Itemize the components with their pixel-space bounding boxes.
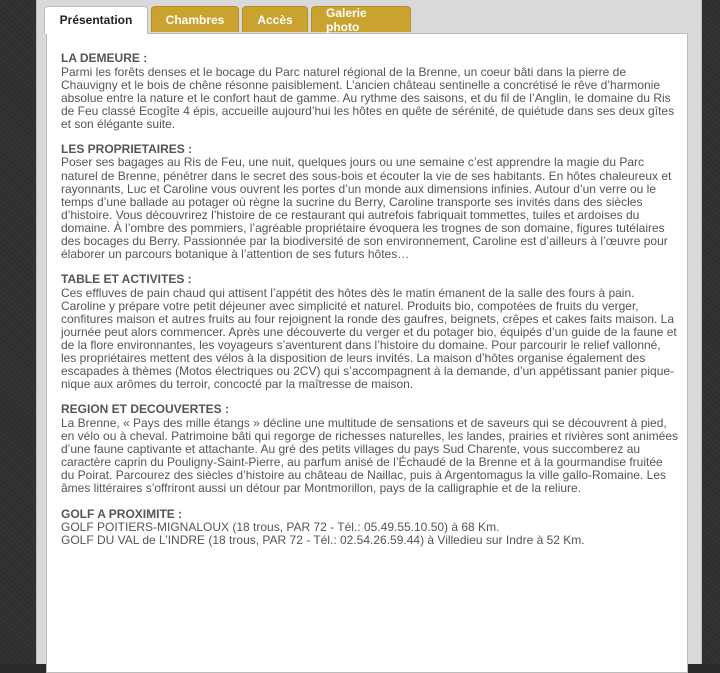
section-text: Ces effluves de pain chaud qui attisent l’appétit des hôtes dès le matin émanent de la salle des fours à pain. Caroline y prépare votre petit déjeuner avec simplicité et naturel. Produits bio, compotées de fruits du verger, confitures maison et autres fruits au four rejoignent la ronde des gaufres, beignets, crêpes et cakes faits maison. La journée peut alors commencer. Après une découverte du verger et du potager bio, équipés d’un guide de la faune et de la flore environnantes, les voyageurs s’aventurent dans l’histoire du domaine. Pour parcourir le relief vallonné, les propriétaires mettent des vélos à la disposition de leurs invités. La maison d’hôtes organise également des escapades à thèmes (Motos électriques ou 2CV) qui s’accompagnent à la demande, d’un appétissant panier pique-nique aux arômes du terroir, concocté par la maîtresse de maison. (61, 285, 677, 392)
section-les-proprietaires (61, 143, 679, 261)
tab-acces[interactable]: Accès (242, 6, 308, 32)
section-title: TABLE ET ACTIVITES : (61, 272, 192, 287)
section-title: REGION ET DECOUVERTES : (61, 402, 230, 417)
section-title: GOLF A PROXIMITE : (61, 506, 183, 521)
section-title: LA DEMEURE : (61, 51, 148, 65)
section-text: Parmi les forêts denses et le bocage du Parc naturel régional de la Brenne, un coeur bâti dans la pierre de Chauvigny et le bois de chêne résonne paisiblement. L’ancien château sentinelle a concrétisé le rêve d’harmonie absolue entre la nature et le confort haut de gamme. Au rythme des saisons, et du fil de l’Anglin, le domaine du Ris de Feu classé Ecogîte 4 épis, accueille aujourd’hui les hôtes en quête de sérénité, de quiétude dans ses deux gîtes et son élégante suite. (61, 64, 675, 131)
golf-line: GOLF POITIERS-MIGNALOUX (18 trous, PAR 72 - Tél.: 05.49.55.10.50) à 68 Km. (61, 520, 500, 535)
section-la-demeure (61, 52, 679, 131)
tab-chambres[interactable]: Chambres (151, 6, 239, 32)
section-text: Poser ses bagages au Ris de Feu, une nuit, quelques jours ou une semaine c’est apprendre la magie du Parc naturel de Brenne, pénétrer dans le secret des sous-bois et écouter la vie de ses habitants. En hôtes chaleureux et rayonnants, Luc et Caroline vous ouvrent les portes d’un monde aux dimensions infinies. Autour d’un verre ou le temps d’une ballade au potager où règne la sucrine du Berry, Caroline transporte ses invités dans des siècles d’histoire. Vous découvrirez l’histoire de ce restaurant qui autrefois fabriquait tommettes, tuiles et ardoises du domaine. À l’ombre des pommiers, l’agréable propriétaire évoquera les trognes de son domaine, figures tutélaires des bocages du Berry. Passionnée par la biodiversité de son environnement, Caroline est d’ailleurs à l’œuvre pour élaborer un parcours botanique à l’attention de ses futurs hôtes… (61, 155, 672, 262)
presentation-content (61, 52, 679, 559)
golf-line: GOLF DU VAL de L’INDRE (18 trous, PAR 72 - Tél.: 02.54.26.59.44) à Villedieu sur Indre à 52 Km. (61, 533, 585, 548)
tab-presentation[interactable]: Présentation (44, 6, 148, 34)
section-title: LES PROPRIETAIRES : (61, 141, 193, 156)
section-golf-a-proximite (61, 508, 679, 548)
section-region-et-decouvertes (61, 403, 679, 495)
section-table-et-activites (61, 273, 679, 391)
tab-panel-presentation (46, 33, 688, 673)
tab-bar (44, 6, 411, 34)
section-text: La Brenne, « Pays des mille étangs » décline une multitude de sensations et de saveurs qui se découvrent à pied, en vélo ou à cheval. Patrimoine bâti qui regorge de richesses naturelles, les landes, prairies et rivières sont animées d’une faune captivante et attachante. Au gré des petits villages du pays Sud Charente, vous succomberez au caractère caprin du Pouligny-Saint-Pierre, au parfum anisé de l’Échaudé de la Brenne et à la gourmandise fruitée du Poirat. Parcourez des siècles d’histoire au château de Naillac, puis à Argentomagus la ville gallo-Romaine. Les âmes littéraires s’offriront aussi un détour par Montmorillon, pays de la calligraphie et de la reliure. (61, 415, 678, 496)
tab-galerie-photo[interactable]: Galerie photo (311, 6, 411, 32)
